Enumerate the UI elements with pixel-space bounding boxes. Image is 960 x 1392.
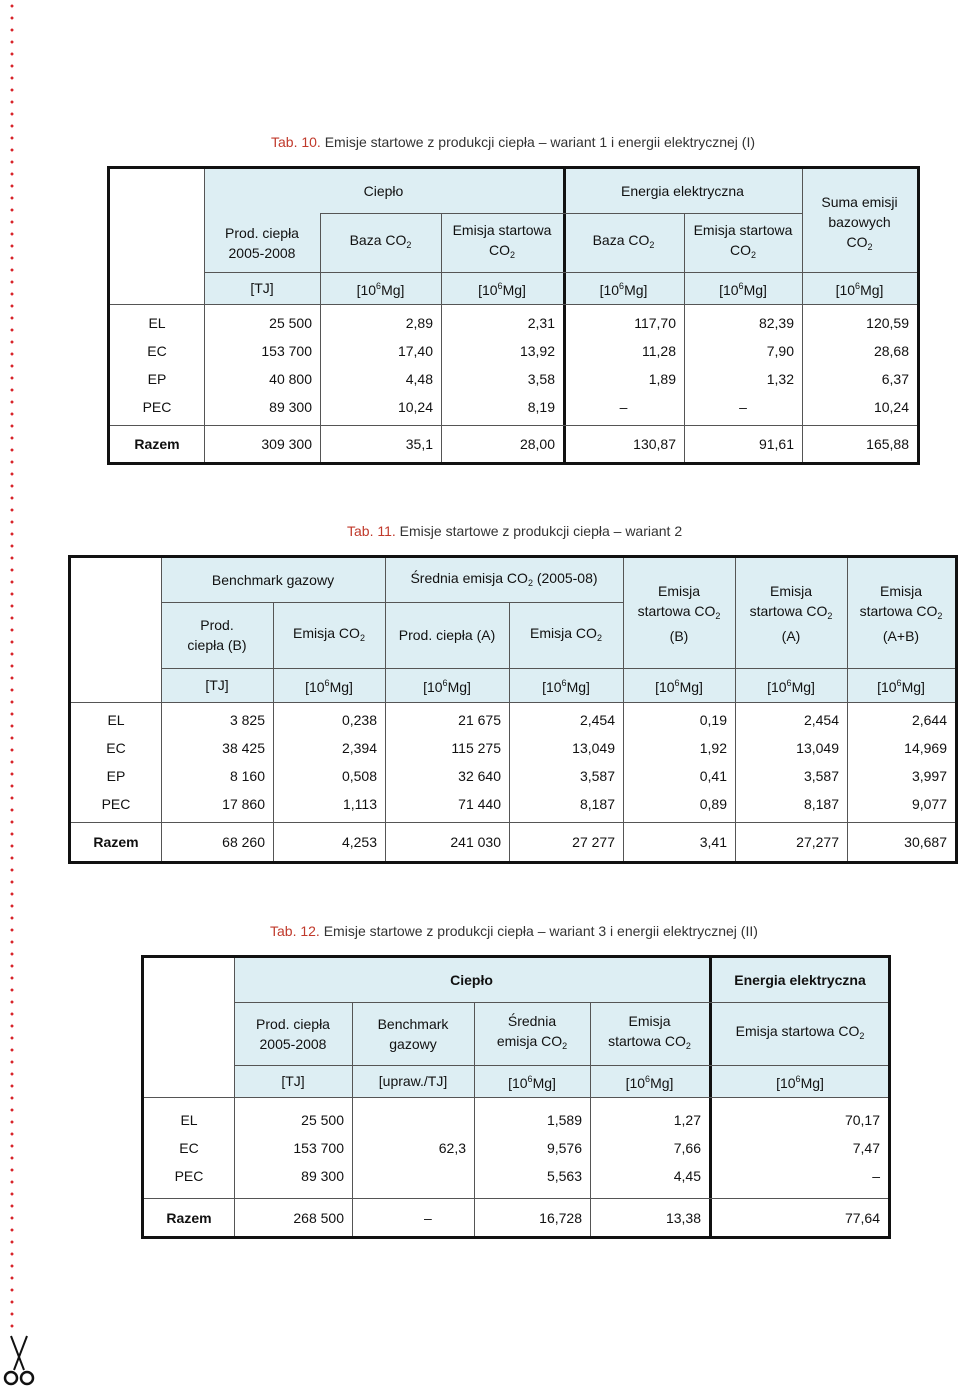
cell: 40 800: [269, 371, 312, 387]
cell: 6,37: [881, 371, 909, 387]
cell: 3,587: [803, 768, 839, 784]
cell: 32 640: [458, 768, 501, 784]
table-10-unit: $[10^6Mg]$: [719, 281, 767, 298]
cell: 1,32: [766, 371, 794, 387]
row-label: EL: [148, 315, 166, 331]
cell: –: [619, 399, 628, 415]
row-label: EC: [147, 343, 167, 359]
table-12: [141, 955, 891, 1239]
row-label: PEC: [142, 399, 172, 415]
cell: 10,24: [873, 399, 909, 415]
cell: 0,508: [341, 768, 377, 784]
table-11-group-average: Średnia emisja $CO_2$ (2005-08): [410, 569, 598, 588]
table-11-header-start-b: Emisja startowa $CO_2$ (B): [637, 582, 721, 644]
total-label: Razem: [166, 1209, 212, 1226]
cell: 309 300: [261, 436, 312, 452]
cell: 3,58: [527, 371, 555, 387]
cell: 1,27: [673, 1112, 701, 1128]
cell: 7,66: [673, 1140, 701, 1156]
cell: 4,48: [405, 371, 433, 387]
table-12-unit: $[10^6Mg]$: [776, 1074, 824, 1091]
cell: 28,00: [519, 436, 555, 452]
cell: 2,31: [527, 315, 555, 331]
cell: 117,70: [634, 315, 676, 331]
cell: 27,277: [796, 834, 839, 850]
table-11-unit: $[10^6Mg]$: [305, 678, 353, 695]
scissors-icon: [2, 1334, 36, 1388]
cell: 2,644: [911, 712, 947, 728]
table-12-unit: [TJ]: [281, 1073, 305, 1089]
cell: 91,61: [758, 436, 794, 452]
cell: 3,997: [911, 768, 947, 784]
row-label: PEC: [174, 1168, 204, 1184]
cell: 70,17: [844, 1112, 880, 1128]
cell: 68 260: [222, 834, 265, 850]
table-11-caption: Tab. 11. Emisje startowe z produkcji ciepła – wariant 2: [347, 523, 683, 539]
cell: 16,728: [539, 1209, 582, 1226]
cell: 71 440: [458, 796, 501, 812]
row-label: EP: [106, 768, 126, 784]
cell: 0,19: [699, 712, 727, 728]
total-label: Razem: [93, 834, 139, 850]
table-12-unit: [upraw./TJ]: [378, 1073, 448, 1089]
cell: 25 500: [301, 1112, 344, 1128]
cell: 13,049: [572, 740, 615, 756]
cell: 8,19: [527, 399, 555, 415]
table-10-header-heat-start: Emisja startowa $CO_2$: [452, 222, 552, 260]
table-10-group-electricity: Energia elektryczna: [621, 183, 744, 199]
cell: 130,87: [633, 436, 676, 452]
table-11-header-emission-a: Emisja $CO_2$: [530, 624, 602, 643]
cell: 153 700: [293, 1140, 344, 1156]
cell: 9,576: [546, 1140, 582, 1156]
cell: 115 275: [451, 740, 501, 756]
table-11-header-prod-b: Prod. ciepła (B): [187, 617, 247, 653]
row-label: EL: [180, 1112, 198, 1128]
benchmark-cell: 62,3: [438, 1140, 466, 1156]
cell: 8 160: [229, 768, 265, 784]
cell: 9,077: [911, 796, 947, 812]
cell: 3 825: [229, 712, 265, 728]
table-10-header-elec-base: Baza $CO_2$: [592, 232, 655, 250]
table-12-group-heat: Ciepło: [450, 972, 493, 988]
cell: 0,238: [341, 712, 377, 728]
cell: 5,563: [546, 1168, 582, 1184]
table-11-unit: [TJ]: [205, 677, 229, 693]
cell: 13,38: [665, 1209, 701, 1226]
cell: 89 300: [301, 1168, 344, 1184]
cell: 13,92: [519, 343, 555, 359]
cell: –: [424, 1209, 432, 1226]
table-11-header-emission-b: Emisja $CO_2$: [293, 624, 365, 643]
cell: 120,59: [866, 315, 909, 331]
table-12-header-start: Emisja startowa $CO_2$: [608, 1013, 691, 1051]
table-10: [107, 166, 920, 465]
cell: 2,89: [405, 315, 433, 331]
cell: 25 500: [269, 315, 312, 331]
table-11-unit: $[10^6Mg]$: [655, 678, 703, 695]
table-10-unit: $[10^6Mg]$: [835, 281, 884, 298]
table-10-unit: $[10^6Mg]$: [478, 281, 526, 298]
table-10-header-heat-base: Baza $CO_2$: [349, 232, 412, 250]
cell: 77,64: [844, 1209, 880, 1226]
cell: 8,187: [803, 796, 839, 812]
table-10-header-elec-start: Emisja startowa $CO_2$: [693, 222, 793, 260]
cell: 8,187: [579, 796, 615, 812]
table-10-unit: $[10^6Mg]$: [356, 281, 405, 298]
cell: 3,41: [699, 834, 727, 850]
table-11-unit: $[10^6Mg]$: [423, 678, 471, 695]
table-11-unit: $[10^6Mg]$: [542, 678, 590, 695]
table-12-unit: $[10^6Mg]$: [508, 1074, 556, 1091]
cell: 7,47: [852, 1140, 880, 1156]
cell: 1,589: [546, 1112, 582, 1128]
cell: 17 860: [222, 796, 265, 812]
cell: 30,687: [904, 834, 947, 850]
cell: –: [739, 399, 747, 415]
cell: 3,587: [579, 768, 615, 784]
cell: 35,1: [405, 436, 433, 452]
table-12-header-benchmark: Benchmark gazowy: [377, 1015, 449, 1052]
table-11-header-prod-a: Prod. ciepła (A): [398, 627, 496, 643]
cell: 27 277: [572, 834, 615, 850]
table-12-header-average: Średnia emisja $CO_2$: [496, 1013, 568, 1051]
cell: 1,92: [699, 740, 727, 756]
cell: 11,28: [642, 343, 676, 359]
row-label: EC: [179, 1140, 199, 1156]
cell: 14,969: [904, 740, 947, 756]
table-10-header-sum: Suma emisji bazowych $CO_2$: [821, 194, 898, 252]
cell: 38 425: [222, 740, 265, 756]
table-10-unit: [TJ]: [250, 280, 274, 296]
table-10-caption: Tab. 10. Emisje startowe z produkcji ciepła – wariant 1 i energii elektrycznej (I): [271, 134, 755, 150]
cell: 13,049: [796, 740, 839, 756]
cell: 82,39: [758, 315, 794, 331]
cell: –: [872, 1168, 880, 1184]
table-12-unit: $[10^6Mg]$: [625, 1074, 674, 1091]
table-12-group-electricity: Energia elektryczna: [734, 972, 866, 988]
cell: 21 675: [458, 712, 501, 728]
total-label: Razem: [134, 436, 180, 452]
cell: 268 500: [293, 1209, 344, 1226]
table-12-header-prod: Prod. ciepła 2005-2008: [256, 1015, 330, 1052]
cell: 1,89: [648, 371, 676, 387]
table-11-unit: $[10^6Mg]$: [877, 678, 925, 695]
table-11-header-start-ab: Emisja startowa $CO_2$ (A+B): [859, 582, 943, 644]
table-11: [68, 555, 958, 864]
cell: 17,40: [397, 343, 433, 359]
cell: 0,89: [699, 796, 727, 812]
table-11-unit: $[10^6Mg]$: [767, 678, 815, 695]
cell: 2,454: [803, 712, 839, 728]
cell: 28,68: [873, 343, 909, 359]
cell: 2,394: [341, 740, 377, 756]
cell: 0,41: [699, 768, 727, 784]
table-11-group-benchmark: Benchmark gazowy: [211, 572, 335, 588]
table-10-header-heat-production: Prod. ciepła 2005-2008: [225, 224, 299, 261]
cell: 4,253: [341, 834, 377, 850]
table-12-caption: Tab. 12. Emisje startowe z produkcji ciepła – wariant 3 i energii elektrycznej (II): [270, 923, 758, 939]
cell: 7,90: [766, 343, 794, 359]
table-10-group-heat: Ciepło: [363, 183, 404, 199]
table-12-header-elec-start: Emisja startowa $CO_2$: [735, 1023, 865, 1041]
table-10-unit: $[10^6Mg]$: [599, 281, 648, 298]
cell: 4,45: [673, 1168, 701, 1184]
cell: 10,24: [397, 399, 433, 415]
cut-line-dots: [10, 0, 14, 1330]
cell: 241 030: [450, 834, 501, 850]
cell: 1,113: [343, 796, 377, 812]
row-label: EL: [107, 712, 125, 728]
cell: 2,454: [579, 712, 615, 728]
cell: 153 700: [261, 343, 312, 359]
cell: 165,88: [866, 436, 909, 452]
row-label: EP: [147, 371, 167, 387]
table-11-header-start-a: Emisja startowa $CO_2$ (A): [749, 582, 833, 644]
cell: 89 300: [269, 399, 312, 415]
row-label: EC: [106, 740, 126, 756]
row-label: PEC: [101, 796, 131, 812]
